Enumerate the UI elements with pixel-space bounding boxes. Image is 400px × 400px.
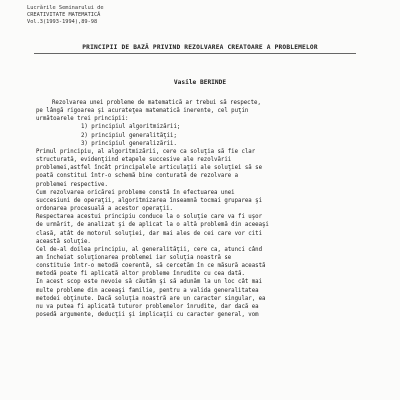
journal-header-line: CREATIVITATE MATEMATICĂ: [27, 12, 101, 19]
body-line: Primul principiu, al algoritmizării, cere ca soluţia să fie clar: [36, 148, 256, 155]
body-line: Rezolvarea unei probleme de matematică ar trebui să respecte,: [52, 100, 261, 106]
body-line: constituie într-o metodă coerentă, să cercetăm în ce măsură această: [36, 263, 266, 270]
body-line: am încheiat soluţionarea problemei iar soluţia noastră se: [36, 254, 232, 261]
list-item: 3) principiul generalizării.: [81, 140, 177, 147]
article-body: [36, 99, 378, 319]
title-underline: [34, 53, 356, 54]
article-title: PRINCIPII DE BAZĂ PRIVIND REZOLVAREA CREATOARE A PROBLEMELOR: [82, 44, 318, 51]
body-line: poată constitui într-o schemă bine conturată de rezolvare a: [36, 173, 239, 180]
body-line: Cum rezolvarea oricărei probleme constă în efectuarea unei: [36, 189, 235, 196]
author-name: Vasile BERINDE: [173, 79, 227, 86]
body-line: de urmărit, de analizat şi de aplicat la o altă problemă din aceeaşi: [36, 222, 269, 229]
body-line: problemei respective.: [36, 181, 108, 188]
list-item: 1) principiul algoritmizării;: [81, 124, 181, 131]
body-line: succesiuni de operaţii, algoritmizarea înseamnă tocmai gruparea şi: [36, 197, 262, 204]
body-line: clasă, atât de motorul soluţiei, dar mai ales de cei care vor citi: [36, 230, 262, 237]
body-line: În acest scop este nevoie să căutăm şi să adunăm la un loc cât mai: [36, 279, 262, 286]
body-line: pe lângă rigoarea şi acurateţea matematică inerente, cel puţin: [36, 108, 249, 115]
body-line: această soluţie.: [36, 238, 91, 245]
body-line: structurată, evidenţiind etapele succesive ale rezolvării: [36, 157, 232, 164]
body-line: metodei obţinute. Dacă soluţia noastră are un caracter singular, ea: [36, 295, 266, 302]
body-line: posedă argumente, deducţii şi implicaţii cu caracter general, vom: [36, 312, 259, 319]
body-line: nu va putea fi aplicată tuturor problemelor înrudite, dar dacă ea: [36, 303, 259, 310]
body-line: metodă poate fi aplicată altor probleme înrudite cu cea dată.: [36, 271, 245, 278]
body-line: multe probleme din aceeaşi familie, pentru a valida generalitatea: [36, 287, 259, 294]
body-line: Respectarea acestui principiu conduce la o soluţie care va fi uşor: [36, 214, 262, 221]
body-line: următoarele trei principii:: [36, 116, 129, 123]
body-line: ordonarea procesuală a acestor operaţii.: [36, 206, 173, 213]
journal-header-line: Lucrările Seminarului de: [27, 5, 104, 11]
body-line: problemei,astfel încât principalele articulaţii ale soluţiei să se: [36, 165, 262, 172]
list-item: 2) principiul generalităţii;: [81, 132, 177, 139]
body-line: Cel de-al doilea principiu, al generalităţii, cere ca, atunci când: [36, 246, 262, 253]
journal-header: [27, 5, 104, 27]
journal-header-line: Vol.3(1993-1994),89-98: [27, 19, 98, 26]
